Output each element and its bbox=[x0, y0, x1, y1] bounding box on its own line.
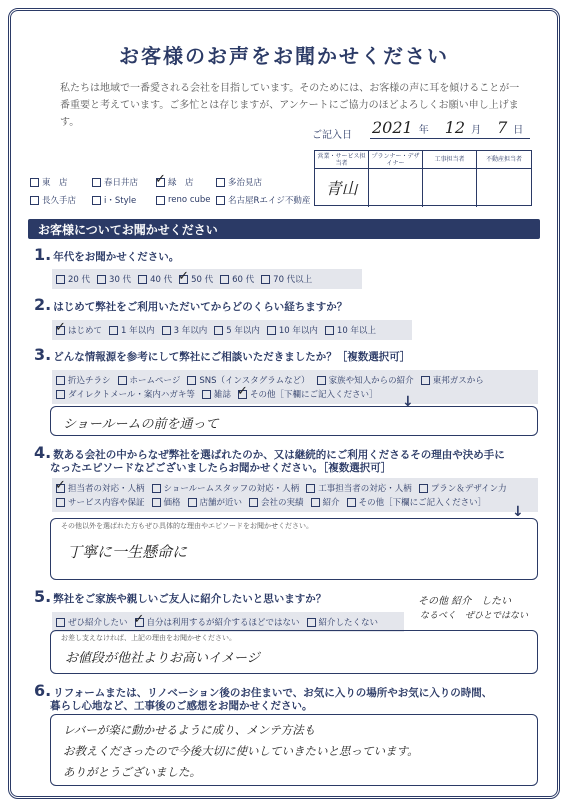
question-6 bbox=[34, 681, 544, 700]
question-6-line2: 暮らし心地など、工事後のご感想をお聞かせください。 bbox=[50, 700, 313, 712]
question-5 bbox=[34, 587, 327, 606]
store-option[interactable] bbox=[216, 194, 311, 206]
intro-text: 私たちは地域で一番愛される会社を目指しています。そのためには、お客様の声に耳を傾けることが一番重要と考えています。ご多忙とは存じますが、アンケートにご協力のほどよろしくお願い申し上げます。 bbox=[60, 83, 520, 128]
option-label: 名古屋Rエイジ不動産 bbox=[228, 196, 311, 206]
checkbox[interactable] bbox=[214, 326, 223, 335]
q6-answer-line: レバーが楽に動かせるように成り、メンテ方法も bbox=[63, 723, 316, 737]
date-year: 2021 bbox=[372, 118, 413, 137]
q3-options bbox=[52, 370, 538, 404]
option-label: 雑誌 bbox=[213, 390, 231, 400]
checkbox[interactable] bbox=[97, 275, 106, 284]
checkbox[interactable] bbox=[187, 376, 196, 385]
q4-option[interactable] bbox=[249, 496, 304, 508]
option-label: 多治見店 bbox=[228, 178, 263, 188]
checkbox[interactable] bbox=[92, 178, 101, 187]
q2-option[interactable] bbox=[325, 324, 376, 336]
q3-option[interactable] bbox=[56, 374, 111, 386]
q1-option[interactable] bbox=[179, 273, 213, 285]
date-month: 12 bbox=[444, 118, 466, 137]
staff-value-planner[interactable] bbox=[369, 169, 423, 207]
q4-option[interactable] bbox=[152, 496, 181, 508]
q-text: 年代をお聞かせください。 bbox=[53, 251, 180, 263]
store-option[interactable] bbox=[30, 176, 92, 188]
checkbox[interactable] bbox=[421, 376, 430, 385]
q3-option[interactable] bbox=[238, 388, 378, 400]
store-option[interactable] bbox=[156, 176, 216, 188]
checkbox[interactable] bbox=[267, 326, 276, 335]
q5-note: お差し支えなければ、上記の理由をお聞かせください。 bbox=[61, 634, 236, 642]
q4-option[interactable] bbox=[306, 482, 412, 494]
date-value[interactable] bbox=[372, 118, 523, 137]
option-label: 60 代 bbox=[232, 275, 255, 285]
checkbox[interactable] bbox=[56, 275, 65, 284]
option-label: その他［下欄にご記入ください］ bbox=[358, 498, 487, 508]
q4-option[interactable] bbox=[311, 496, 340, 508]
checkbox[interactable] bbox=[311, 498, 320, 507]
store-option[interactable] bbox=[216, 176, 306, 188]
q1-options bbox=[52, 269, 362, 289]
store-option[interactable] bbox=[92, 176, 156, 188]
checkbox[interactable] bbox=[152, 498, 161, 507]
checkbox[interactable] bbox=[56, 618, 65, 627]
q-text: はじめて弊社をご利用いただいてからどのくらい経ちますか？ bbox=[53, 301, 348, 313]
checkbox[interactable] bbox=[188, 498, 197, 507]
staff-value-construction[interactable] bbox=[423, 169, 477, 207]
option-label: 10 年以内 bbox=[278, 326, 318, 336]
question-3 bbox=[34, 345, 411, 364]
date-day: 7 bbox=[497, 118, 508, 137]
option-label: はじめて bbox=[68, 326, 103, 336]
q5-options bbox=[52, 612, 404, 632]
option-label: SNS（インスタグラムなど） bbox=[199, 376, 310, 386]
checkbox[interactable] bbox=[261, 275, 270, 284]
date-label: ご記入日 bbox=[312, 130, 352, 141]
q3-option[interactable] bbox=[118, 374, 181, 386]
checkbox[interactable] bbox=[307, 618, 316, 627]
q3-option[interactable] bbox=[202, 388, 231, 400]
staff-header-realestate: 不動産担当者 bbox=[477, 151, 531, 169]
checkbox[interactable] bbox=[306, 484, 315, 493]
option-label: 70 代以上 bbox=[273, 275, 313, 285]
q4-option[interactable] bbox=[419, 482, 507, 494]
staff-header-construction: 工事担当者 bbox=[423, 151, 477, 169]
question-2 bbox=[34, 295, 348, 314]
q5-option[interactable] bbox=[135, 616, 300, 628]
staff-header-sales: 営業・サービス担当者 bbox=[315, 151, 369, 169]
q1-option[interactable] bbox=[220, 273, 254, 285]
checkbox[interactable] bbox=[109, 326, 118, 335]
q-text: 弊社をご家族や親しいご友人に紹介したいと思いますか？ bbox=[53, 593, 327, 605]
q4-option[interactable] bbox=[152, 482, 300, 494]
option-label: 40 代 bbox=[150, 275, 173, 285]
q1-option[interactable] bbox=[56, 273, 90, 285]
checkbox[interactable] bbox=[56, 376, 65, 385]
checkbox[interactable] bbox=[238, 390, 247, 399]
q2-option[interactable] bbox=[162, 324, 208, 336]
q6-answer bbox=[51, 715, 537, 788]
question-4 bbox=[34, 443, 544, 462]
option-label: 3 年以内 bbox=[173, 326, 208, 336]
q4-option[interactable] bbox=[347, 496, 487, 508]
checkbox[interactable] bbox=[419, 484, 428, 493]
checkbox[interactable] bbox=[152, 484, 161, 493]
q2-option[interactable] bbox=[214, 324, 260, 336]
q6-answer-box[interactable] bbox=[50, 714, 538, 786]
store-option[interactable] bbox=[30, 194, 92, 206]
checkbox[interactable] bbox=[56, 484, 65, 493]
checkbox[interactable] bbox=[30, 178, 39, 187]
option-label: 春日井店 bbox=[104, 178, 139, 188]
q4-note: その他以外を選ばれた方もぜひ具体的な理由やエピソードをお聞かせください。 bbox=[61, 522, 313, 530]
q-text: 数ある会社の中からなぜ弊社を選ばれたのか、又は継続的にご利用くださるその理由や決め手に bbox=[53, 449, 505, 461]
q6-answer-line: ありがとうございました。 bbox=[63, 765, 201, 779]
checkbox[interactable] bbox=[216, 196, 225, 205]
option-label: 紹介 bbox=[322, 498, 340, 508]
checkbox[interactable] bbox=[30, 196, 39, 205]
checkbox[interactable] bbox=[118, 376, 127, 385]
staff-header-planner: プランナー・デザイナー bbox=[369, 151, 423, 169]
q6-answer-line: お教えくださったので今後大切に使いしていきたいと思っています。 bbox=[63, 744, 419, 758]
q4-option[interactable] bbox=[56, 496, 145, 508]
q5-option[interactable] bbox=[56, 616, 128, 628]
store-options bbox=[30, 176, 310, 206]
option-label: ホームページ bbox=[129, 376, 181, 386]
section-band: お客様についてお聞かせください bbox=[28, 219, 540, 239]
q3-option[interactable] bbox=[56, 388, 195, 400]
question-1 bbox=[34, 245, 180, 264]
day-unit: 日 bbox=[513, 125, 524, 136]
checkbox[interactable] bbox=[162, 326, 171, 335]
option-label: reno cube bbox=[168, 195, 211, 205]
page-title: お客様のお声をお聞かせください bbox=[119, 44, 449, 68]
q5-side-note-1: その他 紹介 したい bbox=[418, 596, 512, 607]
option-label: 会社の実績 bbox=[261, 498, 304, 508]
staff-value-realestate[interactable] bbox=[477, 169, 531, 207]
q3-option[interactable] bbox=[317, 374, 414, 386]
arrow-down-icon: ↓ bbox=[512, 504, 524, 520]
q-text: リフォームまたは、リノベーション後のお住まいで、お気に入りの場所やお気に入りの時間、 bbox=[53, 687, 493, 699]
checkbox[interactable] bbox=[317, 376, 326, 385]
q3-option[interactable] bbox=[187, 374, 309, 386]
q2-option[interactable] bbox=[267, 324, 318, 336]
q-number: 6. bbox=[34, 681, 52, 700]
option-label: 折込チラシ bbox=[68, 376, 111, 386]
year-unit: 年 bbox=[418, 125, 429, 136]
q5-option[interactable] bbox=[307, 616, 379, 628]
q4-answer-box[interactable] bbox=[50, 518, 538, 580]
option-label: 20 代 bbox=[68, 275, 91, 285]
option-label: 価格 bbox=[163, 498, 181, 508]
q4-option[interactable] bbox=[56, 482, 145, 494]
q4-answer: 丁寧に一生懸命に bbox=[67, 543, 188, 561]
checkbox[interactable] bbox=[216, 178, 225, 187]
q3-option[interactable] bbox=[421, 374, 484, 386]
q-number: 2. bbox=[34, 295, 52, 314]
option-label: 長久手店 bbox=[42, 196, 77, 206]
checkbox[interactable] bbox=[135, 618, 144, 627]
option-label: サービス内容や保証 bbox=[68, 498, 145, 508]
option-label: 10 年以上 bbox=[336, 326, 376, 336]
q-number: 4. bbox=[34, 443, 52, 462]
option-label: ダイレクトメール・案内ハガキ等 bbox=[68, 390, 195, 400]
staff-value-sales[interactable]: 青山 bbox=[315, 169, 369, 207]
checkbox[interactable] bbox=[347, 498, 356, 507]
option-label: 紹介したくない bbox=[318, 618, 379, 628]
option-label: 1 年以内 bbox=[121, 326, 155, 336]
q1-option[interactable] bbox=[138, 273, 172, 285]
arrow-down-icon: ↓ bbox=[402, 394, 414, 410]
store-option[interactable] bbox=[92, 194, 156, 206]
q3-answer: ショールームの前を通って bbox=[63, 417, 219, 432]
q5-side-note-2: なるべく ぜひとではない bbox=[420, 611, 529, 621]
q5-answer-box[interactable] bbox=[50, 630, 538, 674]
q1-option[interactable] bbox=[97, 273, 131, 285]
option-label: 工事担当者の対応・人柄 bbox=[318, 484, 412, 494]
q3-answer-box[interactable] bbox=[50, 406, 538, 436]
checkbox[interactable] bbox=[56, 498, 65, 507]
option-label: 50 代 bbox=[191, 275, 214, 285]
q5-answer: お値段が他社よりお高いイメージ bbox=[65, 651, 260, 666]
store-option[interactable] bbox=[156, 194, 216, 206]
option-label: 自分は利用するが紹介するほどではない bbox=[146, 618, 300, 628]
q-text: どんな情報源を参考にして弊社にご相談いただきましたか？［複数選択可］ bbox=[53, 351, 411, 363]
option-label: 東邦ガスから bbox=[432, 376, 484, 386]
checkbox[interactable] bbox=[220, 275, 229, 284]
option-label: 30 代 bbox=[109, 275, 132, 285]
q2-options bbox=[52, 320, 412, 340]
option-label: 担当者の対応・人柄 bbox=[68, 484, 145, 494]
option-label: ショールームスタッフの対応・人柄 bbox=[163, 484, 300, 494]
checkbox[interactable] bbox=[56, 326, 65, 335]
option-label: i・Style bbox=[104, 196, 137, 206]
checkbox[interactable] bbox=[156, 178, 165, 187]
option-label: 店舗が近い bbox=[199, 498, 243, 508]
checkbox[interactable] bbox=[202, 390, 211, 399]
option-label: 緑 店 bbox=[168, 178, 194, 188]
question-4-line2: なったエピソードなどございましたらお聞かせください。［複数選択可］ bbox=[50, 462, 392, 474]
q-number: 3. bbox=[34, 345, 52, 364]
checkbox[interactable] bbox=[249, 498, 258, 507]
option-label: プラン＆デザイン力 bbox=[430, 484, 507, 494]
q2-option[interactable] bbox=[56, 324, 102, 336]
checkbox[interactable] bbox=[56, 390, 65, 399]
q4-options bbox=[52, 478, 538, 512]
month-unit: 月 bbox=[471, 125, 482, 136]
q-number: 1. bbox=[34, 245, 52, 264]
checkbox[interactable] bbox=[156, 196, 165, 205]
checkbox[interactable] bbox=[138, 275, 147, 284]
option-label: 東 店 bbox=[42, 178, 68, 188]
q-number: 5. bbox=[34, 587, 52, 606]
checkbox[interactable] bbox=[179, 275, 188, 284]
option-label: ぜひ紹介したい bbox=[68, 618, 128, 628]
date-underline bbox=[370, 138, 530, 139]
option-label: その他［下欄にご記入ください］ bbox=[249, 390, 378, 400]
checkbox[interactable] bbox=[92, 196, 101, 205]
staff-table bbox=[314, 150, 532, 206]
option-label: 家族や知人からの紹介 bbox=[328, 376, 414, 386]
option-label: 5 年以内 bbox=[226, 326, 260, 336]
q2-option[interactable] bbox=[109, 324, 155, 336]
q4-option[interactable] bbox=[188, 496, 243, 508]
checkbox[interactable] bbox=[325, 326, 334, 335]
q1-option[interactable] bbox=[261, 273, 312, 285]
